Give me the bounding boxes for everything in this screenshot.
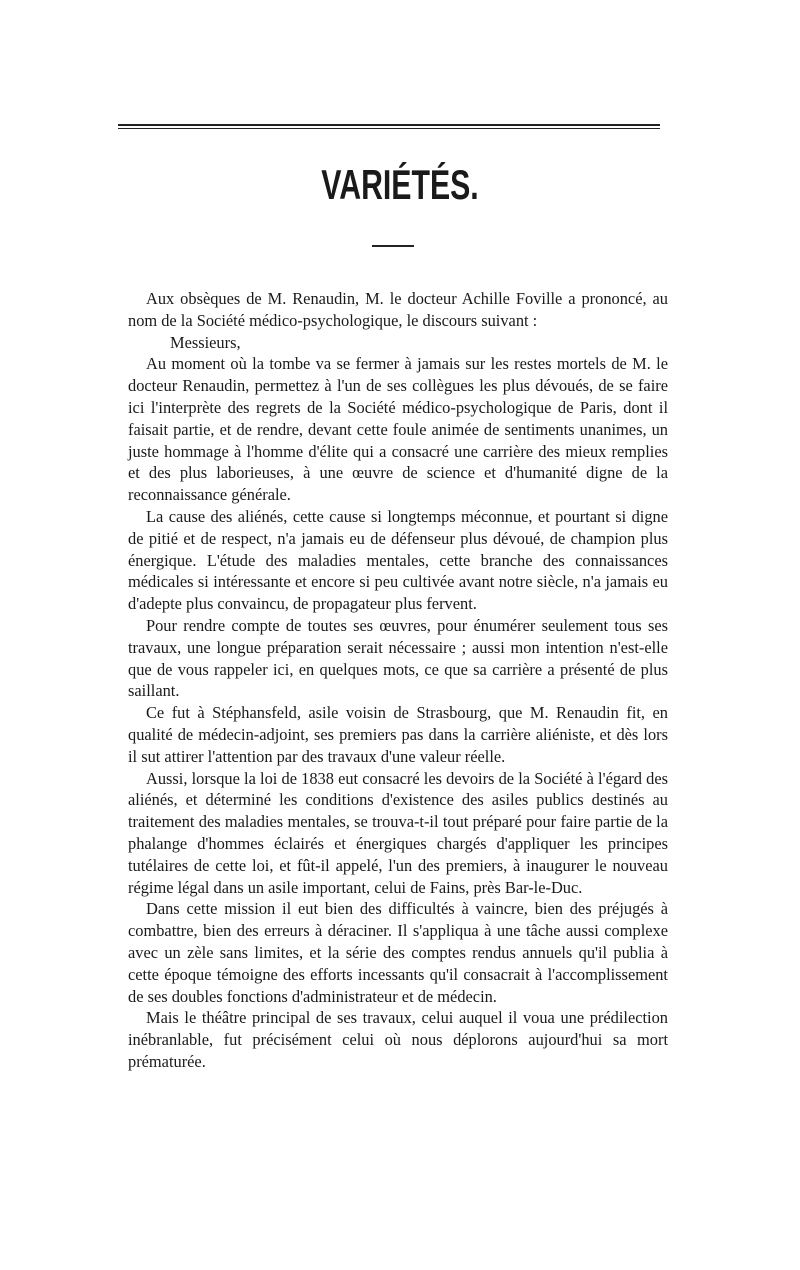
body-paragraph: Au moment où la tombe va se fermer à jamais sur les restes mortels de M. le docteur Renaudin, permettez à l'un de ses collègues les plus dévoués, de se faire ici l'interprète des regrets de la Société médico-psychologique de Paris, dont il faisait partie, et de rendre, devant cette foule animée de sentiments unanimes, un juste hommage à l'homme d'élite qui a consacré une carrière des mieux remplies et des plus laborieuses, à une œuvre de science et d'humanité digne de la reconnaissance générale. <box>128 354 668 505</box>
article-body <box>128 288 668 1073</box>
body-paragraph: Aussi, lorsque la loi de 1838 eut consacré les devoirs de la Société à l'égard des aliénés, et déterminé les conditions d'existence des asiles publics destinés au traitement des maladies mentales, se trouva-t-il tout préparé pour faire partie de la phalange d'hommes éclairés et énergiques chargés d'appliquer les principes tutélaires de cette loi, et fût-il appelé, l'un des premiers, à inaugurer le nouveau régime légal dans un asile important, celui de Fains, près Bar-le-Duc. <box>128 768 668 897</box>
header-rule-thin <box>118 128 660 129</box>
salutation: Messieurs, <box>170 332 241 352</box>
section-title: VARIÉTÉS. <box>321 161 479 208</box>
body-paragraph: Mais le théâtre principal de ses travaux, celui auquel il voua une prédilection inébranlable, fut précisément celui où nous déplorons aujourd'hui sa mort prématurée. <box>128 1008 668 1071</box>
body-paragraph: Pour rendre compte de toutes ses œuvres, pour énumérer seulement tous ses travaux, une longue préparation serait nécessaire ; aussi mon intention n'est-elle que de vous rappeler ici, en quelques mots, ce que sa carrière a présenté de plus saillant. <box>128 615 668 701</box>
title-separator-rule <box>372 245 414 247</box>
body-paragraph: Dans cette mission il eut bien des difficultés à vaincre, bien des préjugés à combattre, bien des erreurs à déraciner. Il s'appliqua à une tâche aussi complexe avec un zèle sans limites, et la série des comptes rendus annuels qu'il publia à cette époque témoigne des efforts incessants qu'il consacrait à l'accomplissement de ses doubles fonctions d'administrateur et de médecin. <box>128 899 668 1006</box>
body-paragraph: Ce fut à Stéphansfeld, asile voisin de Strasbourg, que M. Renaudin fit, en qualité de médecin-adjoint, ses premiers pas dans la carrière aliéniste, et dès lors il sut attirer l'attention par des travaux d'une valeur réelle. <box>128 703 668 766</box>
header-rule-thick <box>118 124 660 126</box>
body-paragraph: La cause des aliénés, cette cause si longtemps méconnue, et pourtant si digne de pitié et de respect, n'a jamais eu de défenseur plus dévoué, de champion plus énergique. L'étude des maladies mentales, cette branche des connaissances médicales si intéressante et encore si peu cultivée avant notre siècle, n'a jamais eu d'adepte plus convaincu, de propagateur plus fervent. <box>128 506 668 614</box>
intro-paragraph: Aux obsèques de M. Renaudin, M. le docteur Achille Foville a prononcé, au nom de la Société médico-psychologique, le discours suivant : <box>128 289 668 330</box>
